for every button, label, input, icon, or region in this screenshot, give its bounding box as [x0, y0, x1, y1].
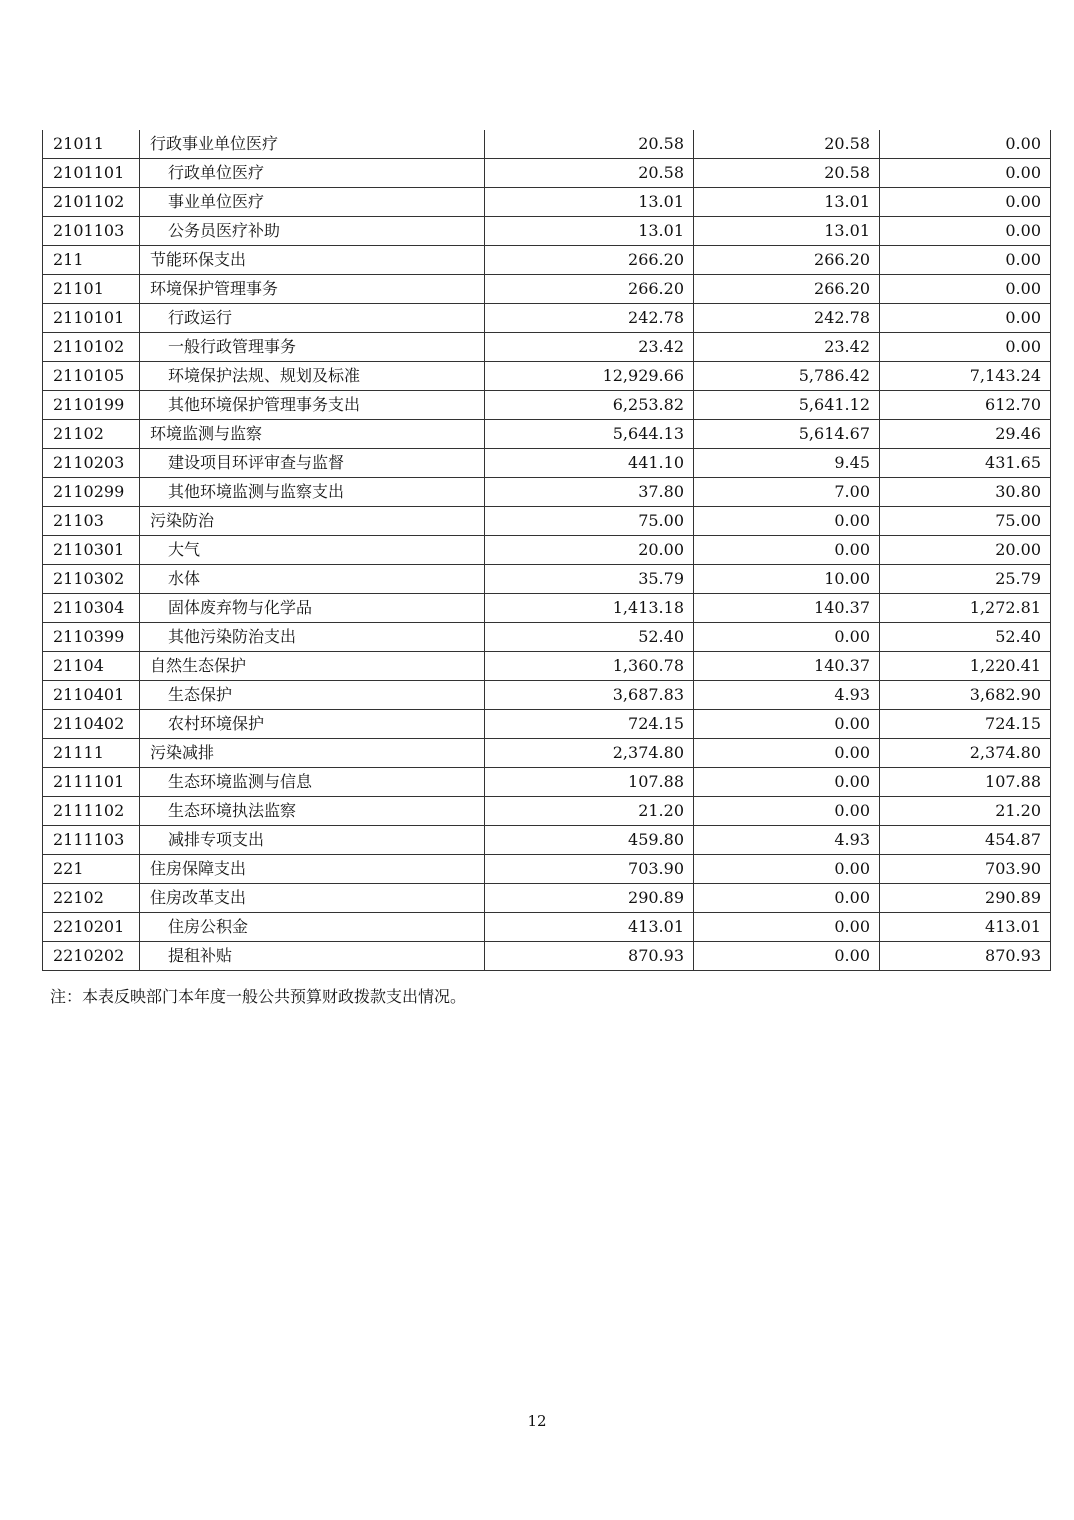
total-amount-cell: 20.58	[485, 159, 694, 188]
table-row	[43, 826, 1051, 855]
table-row	[43, 652, 1051, 681]
subject-code-cell: 2110301	[43, 536, 140, 565]
basic-expenditure-cell: 0.00	[694, 942, 880, 971]
total-amount-cell: 52.40	[485, 623, 694, 652]
project-expenditure-cell: 454.87	[880, 826, 1051, 855]
subject-name-cell: 环境保护法规、规划及标准	[140, 362, 485, 391]
subject-code-cell: 2111102	[43, 797, 140, 826]
total-amount-cell: 13.01	[485, 217, 694, 246]
subject-name-cell: 公务员医疗补助	[140, 217, 485, 246]
basic-expenditure-cell: 0.00	[694, 536, 880, 565]
table-row	[43, 275, 1051, 304]
basic-expenditure-cell: 4.93	[694, 681, 880, 710]
subject-code-cell: 21111	[43, 739, 140, 768]
table-row	[43, 333, 1051, 362]
project-expenditure-cell: 870.93	[880, 942, 1051, 971]
project-expenditure-cell: 21.20	[880, 797, 1051, 826]
table-row	[43, 304, 1051, 333]
page-number: 12	[527, 1412, 547, 1430]
basic-expenditure-cell: 20.58	[694, 159, 880, 188]
total-amount-cell: 1,413.18	[485, 594, 694, 623]
project-expenditure-cell: 52.40	[880, 623, 1051, 652]
table-row	[43, 507, 1051, 536]
subject-name-cell: 建设项目环评审查与监督	[140, 449, 485, 478]
project-expenditure-cell: 0.00	[880, 333, 1051, 362]
project-expenditure-cell: 30.80	[880, 478, 1051, 507]
table-row	[43, 478, 1051, 507]
subject-name-cell: 生态环境监测与信息	[140, 768, 485, 797]
subject-code-cell: 2110399	[43, 623, 140, 652]
table-row	[43, 710, 1051, 739]
subject-code-cell: 2210201	[43, 913, 140, 942]
table-row	[43, 159, 1051, 188]
table-body	[43, 130, 1051, 971]
total-amount-cell: 266.20	[485, 246, 694, 275]
table-row	[43, 362, 1051, 391]
total-amount-cell: 35.79	[485, 565, 694, 594]
table-row	[43, 768, 1051, 797]
subject-code-cell: 2110402	[43, 710, 140, 739]
table-row	[43, 797, 1051, 826]
subject-name-cell: 节能环保支出	[140, 246, 485, 275]
total-amount-cell: 2,374.80	[485, 739, 694, 768]
project-expenditure-cell: 20.00	[880, 536, 1051, 565]
basic-expenditure-cell: 0.00	[694, 797, 880, 826]
basic-expenditure-cell: 0.00	[694, 623, 880, 652]
basic-expenditure-cell: 0.00	[694, 768, 880, 797]
subject-code-cell: 2110105	[43, 362, 140, 391]
subject-code-cell: 21101	[43, 275, 140, 304]
subject-code-cell: 21103	[43, 507, 140, 536]
table-row	[43, 942, 1051, 971]
total-amount-cell: 107.88	[485, 768, 694, 797]
subject-name-cell: 行政单位医疗	[140, 159, 485, 188]
basic-expenditure-cell: 23.42	[694, 333, 880, 362]
table-note: 注：本表反映部门本年度一般公共预算财政拨款支出情况。	[50, 987, 467, 1006]
total-amount-cell: 6,253.82	[485, 391, 694, 420]
table-row	[43, 884, 1051, 913]
total-amount-cell: 290.89	[485, 884, 694, 913]
subject-code-cell: 22102	[43, 884, 140, 913]
subject-code-cell: 2110101	[43, 304, 140, 333]
total-amount-cell: 441.10	[485, 449, 694, 478]
subject-name-cell: 减排专项支出	[140, 826, 485, 855]
total-amount-cell: 266.20	[485, 275, 694, 304]
subject-code-cell: 2101102	[43, 188, 140, 217]
project-expenditure-cell: 431.65	[880, 449, 1051, 478]
project-expenditure-cell: 612.70	[880, 391, 1051, 420]
total-amount-cell: 37.80	[485, 478, 694, 507]
total-amount-cell: 459.80	[485, 826, 694, 855]
total-amount-cell: 20.00	[485, 536, 694, 565]
subject-code-cell: 21011	[43, 130, 140, 159]
table-row	[43, 536, 1051, 565]
subject-code-cell: 2110302	[43, 565, 140, 594]
subject-code-cell: 2111101	[43, 768, 140, 797]
total-amount-cell: 5,644.13	[485, 420, 694, 449]
project-expenditure-cell: 0.00	[880, 159, 1051, 188]
basic-expenditure-cell: 242.78	[694, 304, 880, 333]
project-expenditure-cell: 3,682.90	[880, 681, 1051, 710]
project-expenditure-cell: 25.79	[880, 565, 1051, 594]
total-amount-cell: 75.00	[485, 507, 694, 536]
subject-code-cell: 21104	[43, 652, 140, 681]
subject-name-cell: 固体废弃物与化学品	[140, 594, 485, 623]
basic-expenditure-cell: 0.00	[694, 739, 880, 768]
project-expenditure-cell: 0.00	[880, 188, 1051, 217]
basic-expenditure-cell: 9.45	[694, 449, 880, 478]
table-row	[43, 855, 1051, 884]
total-amount-cell: 23.42	[485, 333, 694, 362]
total-amount-cell: 870.93	[485, 942, 694, 971]
subject-name-cell: 住房公积金	[140, 913, 485, 942]
total-amount-cell: 724.15	[485, 710, 694, 739]
subject-name-cell: 生态保护	[140, 681, 485, 710]
subject-name-cell: 大气	[140, 536, 485, 565]
subject-code-cell: 2110299	[43, 478, 140, 507]
subject-name-cell: 其他环境保护管理事务支出	[140, 391, 485, 420]
basic-expenditure-cell: 0.00	[694, 507, 880, 536]
project-expenditure-cell: 2,374.80	[880, 739, 1051, 768]
table-row	[43, 420, 1051, 449]
table-row	[43, 623, 1051, 652]
total-amount-cell: 1,360.78	[485, 652, 694, 681]
subject-code-cell: 21102	[43, 420, 140, 449]
basic-expenditure-cell: 5,614.67	[694, 420, 880, 449]
total-amount-cell: 242.78	[485, 304, 694, 333]
table-row	[43, 188, 1051, 217]
subject-name-cell: 住房改革支出	[140, 884, 485, 913]
total-amount-cell: 13.01	[485, 188, 694, 217]
basic-expenditure-cell: 10.00	[694, 565, 880, 594]
subject-code-cell: 2110199	[43, 391, 140, 420]
subject-code-cell: 2110203	[43, 449, 140, 478]
project-expenditure-cell: 290.89	[880, 884, 1051, 913]
total-amount-cell: 21.20	[485, 797, 694, 826]
project-expenditure-cell: 0.00	[880, 275, 1051, 304]
subject-name-cell: 环境监测与监察	[140, 420, 485, 449]
table-row	[43, 217, 1051, 246]
project-expenditure-cell: 0.00	[880, 304, 1051, 333]
subject-name-cell: 一般行政管理事务	[140, 333, 485, 362]
table-row	[43, 449, 1051, 478]
subject-name-cell: 自然生态保护	[140, 652, 485, 681]
project-expenditure-cell: 703.90	[880, 855, 1051, 884]
table-row	[43, 391, 1051, 420]
basic-expenditure-cell: 0.00	[694, 855, 880, 884]
basic-expenditure-cell: 266.20	[694, 275, 880, 304]
total-amount-cell: 413.01	[485, 913, 694, 942]
basic-expenditure-cell: 0.00	[694, 710, 880, 739]
project-expenditure-cell: 0.00	[880, 217, 1051, 246]
basic-expenditure-cell: 13.01	[694, 217, 880, 246]
table-row	[43, 565, 1051, 594]
basic-expenditure-cell: 5,641.12	[694, 391, 880, 420]
subject-name-cell: 水体	[140, 565, 485, 594]
project-expenditure-cell: 1,272.81	[880, 594, 1051, 623]
table-row	[43, 681, 1051, 710]
basic-expenditure-cell: 0.00	[694, 884, 880, 913]
subject-name-cell: 行政事业单位医疗	[140, 130, 485, 159]
basic-expenditure-cell: 20.58	[694, 130, 880, 159]
project-expenditure-cell: 413.01	[880, 913, 1051, 942]
subject-code-cell: 221	[43, 855, 140, 884]
subject-code-cell: 2101103	[43, 217, 140, 246]
project-expenditure-cell: 724.15	[880, 710, 1051, 739]
project-expenditure-cell: 75.00	[880, 507, 1051, 536]
subject-code-cell: 2101101	[43, 159, 140, 188]
subject-name-cell: 提租补贴	[140, 942, 485, 971]
subject-code-cell: 2110401	[43, 681, 140, 710]
basic-expenditure-cell: 0.00	[694, 913, 880, 942]
table-row	[43, 130, 1051, 159]
budget-expenditure-table	[42, 130, 1051, 971]
subject-code-cell: 2210202	[43, 942, 140, 971]
total-amount-cell: 20.58	[485, 130, 694, 159]
total-amount-cell: 703.90	[485, 855, 694, 884]
project-expenditure-cell: 7,143.24	[880, 362, 1051, 391]
subject-name-cell: 污染减排	[140, 739, 485, 768]
basic-expenditure-cell: 266.20	[694, 246, 880, 275]
table-row	[43, 246, 1051, 275]
subject-code-cell: 2110102	[43, 333, 140, 362]
table-row	[43, 594, 1051, 623]
project-expenditure-cell: 1,220.41	[880, 652, 1051, 681]
table-row	[43, 739, 1051, 768]
subject-name-cell: 环境保护管理事务	[140, 275, 485, 304]
total-amount-cell: 3,687.83	[485, 681, 694, 710]
project-expenditure-cell: 29.46	[880, 420, 1051, 449]
basic-expenditure-cell: 5,786.42	[694, 362, 880, 391]
subject-code-cell: 2110304	[43, 594, 140, 623]
basic-expenditure-cell: 140.37	[694, 652, 880, 681]
subject-name-cell: 行政运行	[140, 304, 485, 333]
subject-code-cell: 2111103	[43, 826, 140, 855]
basic-expenditure-cell: 4.93	[694, 826, 880, 855]
subject-name-cell: 其他环境监测与监察支出	[140, 478, 485, 507]
project-expenditure-cell: 0.00	[880, 246, 1051, 275]
basic-expenditure-cell: 140.37	[694, 594, 880, 623]
subject-name-cell: 农村环境保护	[140, 710, 485, 739]
subject-name-cell: 生态环境执法监察	[140, 797, 485, 826]
subject-name-cell: 污染防治	[140, 507, 485, 536]
subject-code-cell: 211	[43, 246, 140, 275]
project-expenditure-cell: 107.88	[880, 768, 1051, 797]
subject-name-cell: 住房保障支出	[140, 855, 485, 884]
subject-name-cell: 事业单位医疗	[140, 188, 485, 217]
total-amount-cell: 12,929.66	[485, 362, 694, 391]
project-expenditure-cell: 0.00	[880, 130, 1051, 159]
table-row	[43, 913, 1051, 942]
basic-expenditure-cell: 13.01	[694, 188, 880, 217]
subject-name-cell: 其他污染防治支出	[140, 623, 485, 652]
basic-expenditure-cell: 7.00	[694, 478, 880, 507]
